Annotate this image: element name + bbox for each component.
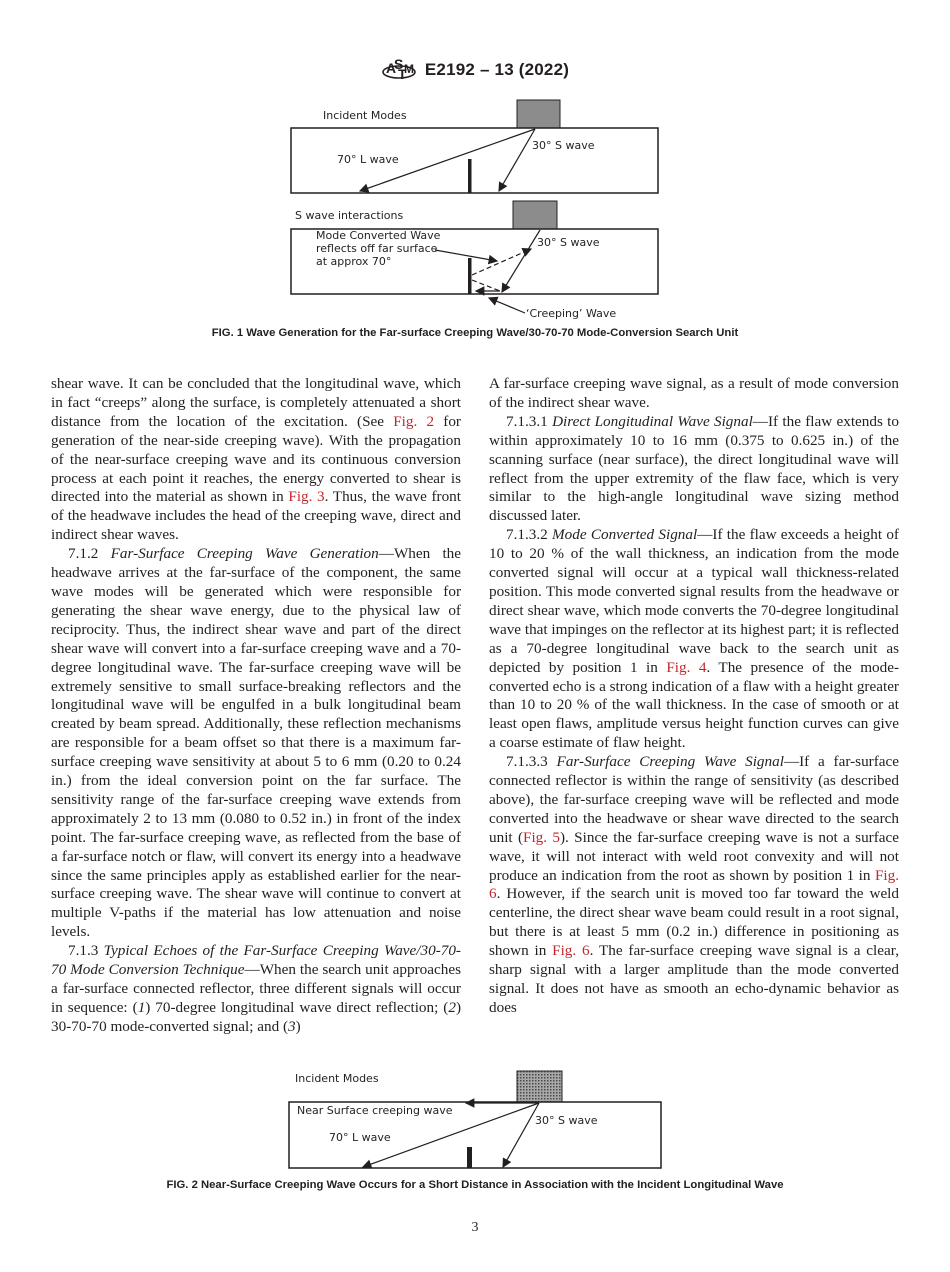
- svg-text:M: M: [403, 62, 414, 76]
- figure-1-panel-incident-modes: [291, 100, 658, 193]
- section-title: Far-Surface Creeping Wave Signal: [556, 753, 784, 771]
- svg-text:Incident Modes: Incident Modes: [295, 1072, 379, 1085]
- figure-1-caption: FIG. 1 Wave Generation for the Far-surface Creeping Wave/30-70-70 Mode-Conversion Search Unit: [211, 327, 739, 339]
- svg-text:Mode Converted Wave: Mode Converted Wave: [316, 229, 441, 242]
- page-number: 3: [471, 1220, 479, 1235]
- figure-1-panel-s-wave-interactions: [291, 201, 658, 320]
- svg-text:S wave interactions: S wave interactions: [295, 209, 404, 222]
- fig-6-link[interactable]: Fig. 6: [552, 942, 590, 960]
- figure-1: [285, 95, 665, 325]
- section-7-1-3-1: 7.1.3.1 Direct Longitudinal Wave Signal—If the flaw extends to within approximately 10 to 16 mm (0.375 to 0.625 in.) of the scanning surface (near surface), the direct longitudinal wave will reflect from the upper extremity of the flaw face, which is very similar to the high-angle longitudinal wave sizing method discussed later.: [489, 412, 899, 525]
- right-column: [489, 375, 899, 1018]
- svg-text:70° L wave: 70° L wave: [329, 1131, 391, 1144]
- section-title: Typical Echoes of the Far-Surface Creeping Wave/30-70-70 Mode Conversion Technique: [51, 942, 461, 979]
- svg-text:A: A: [385, 60, 396, 76]
- svg-text:Incident Modes: Incident Modes: [323, 109, 407, 122]
- svg-text:Near Surface creeping wave: Near Surface creeping wave: [297, 1104, 453, 1117]
- section-7-1-3: 7.1.3 Typical Echoes of the Far-Surface Creeping Wave/30-70-70 Mode Conversion Technique—When the search unit approaches a far-surface connected reflector, three different signals will occur in sequence: (1) 70-degree longitudinal wave direct reflection; (2) 30-70-70 mode-converted signal; and (3): [51, 942, 461, 1035]
- svg-text:‘Creeping’ Wave: ‘Creeping’ Wave: [526, 307, 617, 320]
- figure-2: [283, 1062, 668, 1174]
- fig-5-link[interactable]: Fig. 5: [523, 828, 560, 846]
- paragraph-far-surface-signal: A far-surface creeping wave signal, as a result of mode conversion of the indirect shear wave.: [489, 375, 899, 411]
- section-7-1-2: 7.1.2 Far-Surface Creeping Wave Generation—When the headwave arrives at the far-surface of the component, the same wave modes will be generated which were responsible for generating the shear wave energy, due to the physical law of reciprocity. Thus, the indirect shear wave and part of the direct shear wave will convert into a far-surface creeping wave and a 70-degree longitudinal wave. The far-surface creeping wave will be extremely sensitive to small surface-breaking reflectors and the longitudinal wave will be engulfed in a bulk longitudinal beam created by beam spread. Additionally, these reflection mechanisms are responsible for a beam offset so that there is a maximum far-surface creeping wave sensitivity at about 5 to 6 mm (0.20 to 0.24 in.) from the ideal conversion point on the far surface. The sensitivity range of the far-surface creeping wave extends from approximately 2 to 13 mm (0.080 to 0.52 in.) in front of the index point. The far-surface creeping wave, as reflected from the base of a far-surface notch or flaw, will convert its energy into a headwave since the same principles apply as established earlier for the near-surface creeping wave. The shear wave will continue to convert at multiple V-paths if the material has low attenuation and noise levels.: [51, 545, 461, 941]
- svg-text:30° S wave: 30° S wave: [537, 236, 600, 249]
- svg-text:reflects off far surface: reflects off far surface: [316, 242, 438, 255]
- figure-2-caption: FIG. 2 Near-Surface Creeping Wave Occurs for a Short Distance in Association with the Incident Longitudinal Wave: [166, 1179, 784, 1191]
- astm-logo-icon: [381, 53, 417, 87]
- left-column: [51, 375, 461, 1037]
- svg-text:T: T: [397, 66, 407, 82]
- svg-text:30° S wave: 30° S wave: [535, 1114, 598, 1127]
- fig-3-link[interactable]: Fig. 3: [288, 488, 325, 506]
- section-7-1-3-3: 7.1.3.3 Far-Surface Creeping Wave Signal—If a far-surface connected reflector is within the range of sensitivity (as described above), the far-surface creeping wave will be reflected and mode converted into the headwave or shear wave directed to the search unit (Fig. 5). Since the far-surface creeping wave is not a surface wave, it will not interact with weld root convexity and will not produce an indication from the root as shown by position 1 in Fig. 6. However, if the search unit is moved too far toward the weld centerline, the direct shear wave beam could result in a root signal, but there is at least 5 mm (0.2 in.) difference in positioning as shown in Fig. 6. The far-surface creeping wave signal is a clear, sharp signal with a larger amplitude than the mode converted signal. It does not have as smooth an echo-dynamic behavior as does: [489, 753, 899, 1016]
- fig-4-link[interactable]: Fig. 4: [666, 658, 707, 676]
- section-title: Mode Converted Signal: [552, 526, 698, 544]
- svg-text:at approx 70°: at approx 70°: [316, 255, 392, 268]
- document-id: E2192 – 13 (2022): [424, 60, 570, 79]
- section-title: Far-Surface Creeping Wave Generation: [110, 545, 379, 563]
- svg-text:30° S wave: 30° S wave: [532, 139, 595, 152]
- section-7-1-3-2: 7.1.3.2 Mode Converted Signal—If the flaw exceeds a height of 10 to 20 % of the wall thickness, an indication from the mode converted signal will occur at a typical wall thickness-related position. This mode converted signal results from the headwave or direct shear wave, which mode converts the 70-degree longitudinal wave that impinges on the reflector at its highest part; it is reflected as a 70-degree longitudinal wave back to the search unit as depicted by position 1 in Fig. 4. The presence of the mode-converted echo is a strong indication of a flaw with a height greater than 10 to 20 % of the wall thickness. In the case of smooth or at least open flaws, amplitude versus height function curves can give a coarse estimate of flaw height.: [489, 526, 900, 752]
- section-title: Direct Longitudinal Wave Signal: [552, 412, 753, 430]
- fig-6-link[interactable]: Fig. 6: [489, 866, 899, 903]
- page-header: [0, 50, 950, 90]
- paragraph-creeping-attenuation: shear wave. It can be concluded that the longitudinal wave, which in fact “creeps” along the surface, is completely attenuated a short distance from the location of the excitation. (See Fig. 2 for generation of the near-side creeping wave). With the propagation of the near-surface creeping wave and its continuous conversion process at each point it reaches, the energy converted to shear is directed into the material as shown in Fig. 3. Thus, the wave front of the headwave includes the head of the creeping wave, direct and indirect shear waves.: [51, 375, 461, 544]
- fig-2-link[interactable]: Fig. 2: [393, 412, 435, 430]
- svg-text:S: S: [393, 56, 404, 72]
- svg-text:70° L wave: 70° L wave: [337, 153, 399, 166]
